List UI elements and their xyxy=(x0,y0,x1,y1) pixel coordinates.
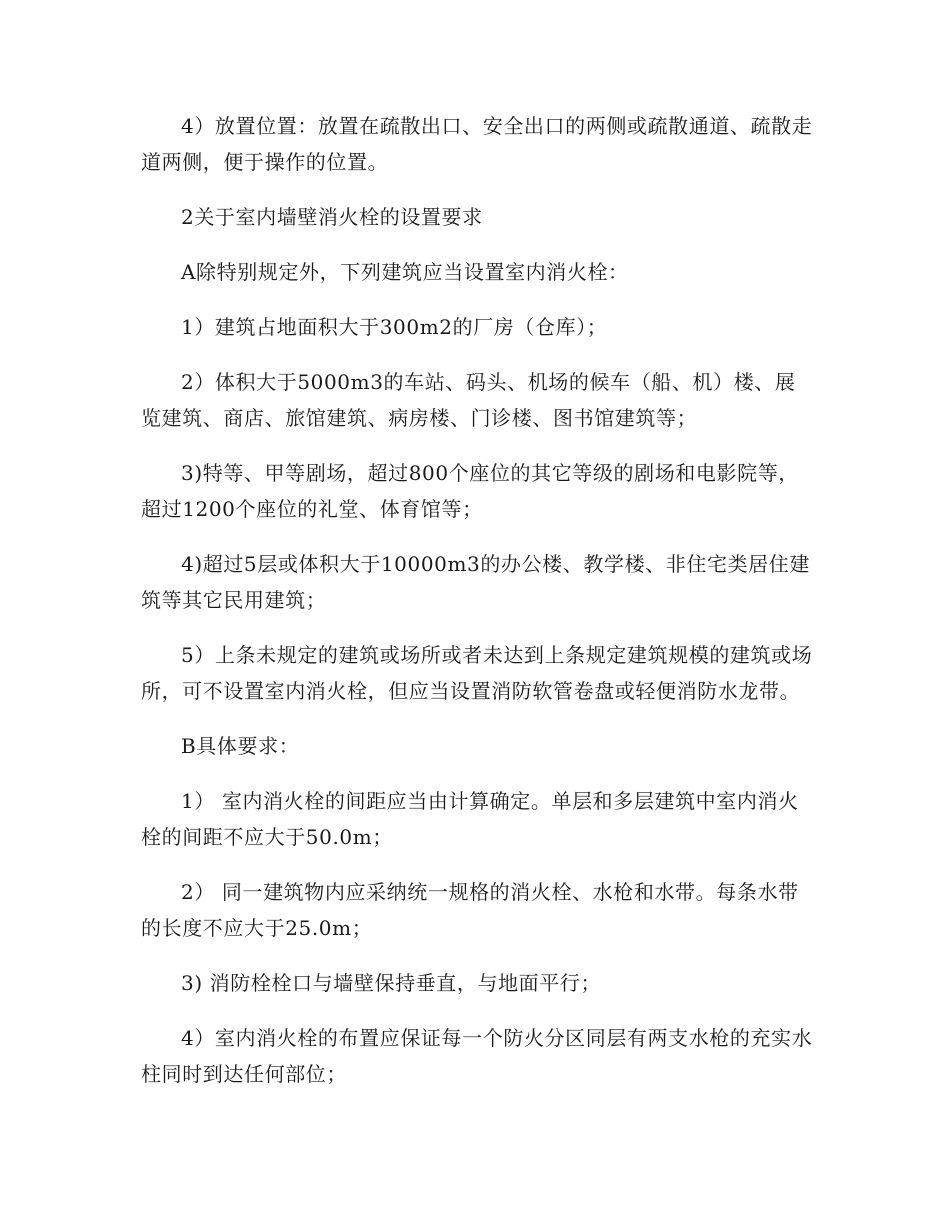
paragraph-b-item-3: 3) 消防栓栓口与墙壁保持垂直，与地面平行； xyxy=(181,971,602,995)
paragraph-b-item-2: 2） 同一建筑物内应采纳统一规格的消火栓、水枪和水带。每条水带的长度不应大于25.0m； xyxy=(141,880,799,940)
paragraph-subsection-b: B具体要求： xyxy=(181,734,300,758)
paragraph-a-item-4: 4)超过5层或体积大于10000m3的办公楼、教学楼、非住宅类居住建筑等其它民用建筑； xyxy=(141,552,810,612)
paragraph-section-heading: 2关于室内墙壁消火栓的设置要求 xyxy=(181,205,483,229)
paragraph-subsection-a: A除特别规定外，下列建筑应当设置室内消火栓： xyxy=(181,260,629,284)
paragraph-placement-location: 4）放置位置：放置在疏散出口、安全出口的两侧或疏散通道、疏散走道两侧，便于操作的位置。 xyxy=(141,114,813,174)
paragraph-a-item-2: 2）体积大于5000m3的车站、码头、机场的候车（船、机）楼、展览建筑、商店、旅馆建筑、病房楼、门诊楼、图书馆建筑等； xyxy=(141,370,796,430)
paragraph-b-item-1: 1） 室内消火栓的间距应当由计算确定。单层和多层建筑中室内消火栓的间距不应大于50.0m； xyxy=(141,789,799,849)
paragraph-b-item-4: 4）室内消火栓的布置应保证每一个防火分区同层有两支水枪的充实水柱同时到达任何部位； xyxy=(141,1026,813,1086)
document-body xyxy=(141,108,816,1111)
paragraph-a-item-3: 3)特等、甲等剧场，超过800个座位的其它等级的剧场和电影院等，超过1200个座位的礼堂、体育馆等； xyxy=(141,461,799,521)
paragraph-a-item-1: 1）建筑占地面积大于300m2的厂房（仓库）； xyxy=(181,315,608,339)
paragraph-a-item-5: 5）上条未规定的建筑或场所或者未达到上条规定建筑规模的建筑或场所，可不设置室内消火栓，但应当设置消防软管卷盘或轻便消防水龙带。 xyxy=(141,643,813,703)
